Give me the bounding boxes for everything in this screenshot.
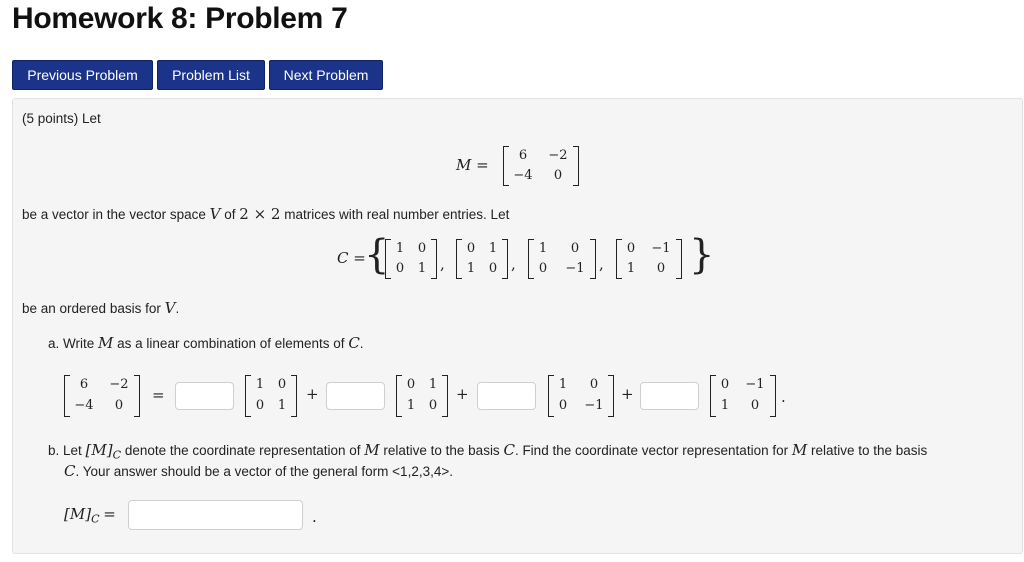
dims: 2 × 2 bbox=[239, 205, 281, 223]
matrix-cell: 1 bbox=[255, 377, 265, 392]
matrix-cell: 0 bbox=[417, 241, 427, 256]
matrix-cell: 0 bbox=[277, 377, 287, 392]
matrix-m bbox=[503, 146, 579, 186]
right-brace: } bbox=[689, 232, 715, 278]
m-symbol: M bbox=[364, 441, 380, 459]
coordinate-vector-input[interactable] bbox=[128, 500, 303, 530]
matrix-cell: 0 bbox=[114, 398, 124, 413]
comma: , bbox=[440, 255, 445, 273]
equals-sign: = bbox=[152, 386, 165, 404]
comma: , bbox=[599, 255, 604, 273]
matrix-cell: −1 bbox=[565, 261, 585, 276]
basis-text-2: . bbox=[175, 301, 180, 316]
matrix-cell: 1 bbox=[417, 261, 427, 276]
vector-space-line bbox=[22, 205, 509, 223]
matrix-cell: 0 bbox=[720, 377, 730, 392]
matrix-cell: −2 bbox=[109, 377, 129, 392]
plus-sign: + bbox=[306, 385, 319, 403]
matrix-cell: 0 bbox=[558, 398, 568, 413]
next-problem-button[interactable]: Next Problem bbox=[269, 60, 383, 90]
m-symbol: M bbox=[98, 334, 114, 352]
matrix-cell: 0 bbox=[553, 168, 563, 183]
part-b-text-4: . Find the coordinate vector representation for bbox=[514, 443, 789, 458]
matrix-cell: 1 bbox=[466, 261, 476, 276]
coefficient-input-3[interactable] bbox=[477, 382, 536, 410]
vector-space-text-2: of bbox=[224, 207, 236, 222]
matrix-cell: 6 bbox=[518, 148, 528, 163]
plus-sign: + bbox=[621, 385, 634, 403]
vector-space-text-3: matrices with real number entries. Let bbox=[284, 207, 510, 222]
bracket-m-symbol: [M] bbox=[85, 441, 113, 459]
ordered-basis-line bbox=[22, 299, 179, 317]
matrix-cell: −4 bbox=[74, 398, 94, 413]
matrix-cell: 6 bbox=[79, 377, 89, 392]
part-b-line-1 bbox=[48, 441, 927, 462]
part-b-text-5: relative to the basis bbox=[810, 443, 928, 458]
c-label: C = bbox=[337, 249, 366, 267]
part-a-text-2: as a linear combination of elements of bbox=[117, 336, 345, 351]
matrix-cell: 0 bbox=[395, 261, 405, 276]
matrix-cell: −1 bbox=[651, 241, 671, 256]
page-title: Homework 8: Problem 7 bbox=[12, 2, 348, 35]
sub-c-symbol: C bbox=[91, 512, 100, 526]
matrix-cell: 1 bbox=[488, 241, 498, 256]
bracket-right bbox=[573, 146, 579, 186]
coefficient-input-4[interactable] bbox=[640, 382, 699, 410]
matrix-cell: 1 bbox=[558, 377, 568, 392]
matrix-cell: 0 bbox=[428, 398, 438, 413]
matrix-cell: 0 bbox=[538, 261, 548, 276]
matrix-cell: 0 bbox=[255, 398, 265, 413]
bracket-right bbox=[676, 239, 682, 279]
matrix-cell: 1 bbox=[720, 398, 730, 413]
basis-matrix-2 bbox=[456, 239, 508, 279]
basis-matrix-4 bbox=[710, 375, 776, 417]
answer-label bbox=[64, 505, 116, 526]
part-b-text-1: b. Let bbox=[48, 443, 82, 458]
bracket-right bbox=[590, 239, 596, 279]
c-symbol: C bbox=[348, 334, 360, 352]
v-symbol: V bbox=[164, 299, 176, 317]
part-b-text-6: . Your answer should be a vector of the general form <1,2,3,4>. bbox=[75, 464, 453, 479]
c-symbol: C bbox=[64, 462, 76, 480]
matrix-cell: 1 bbox=[406, 398, 416, 413]
period: . bbox=[312, 508, 317, 526]
matrix-cell: 0 bbox=[750, 398, 760, 413]
problem-list-button[interactable]: Problem List bbox=[157, 60, 265, 90]
m-label: M = bbox=[456, 156, 489, 174]
plus-sign: + bbox=[456, 385, 469, 403]
part-b-line-2 bbox=[64, 462, 453, 480]
basis-matrix-3 bbox=[528, 239, 596, 279]
matrix-cell: 0 bbox=[656, 261, 666, 276]
bracket-m-symbol: [M] bbox=[64, 505, 92, 523]
matrix-cell: −2 bbox=[548, 148, 568, 163]
basis-matrix-2 bbox=[396, 375, 448, 417]
v-symbol: V bbox=[209, 205, 221, 223]
matrix-cell: 1 bbox=[395, 241, 405, 256]
basis-matrix-1 bbox=[245, 375, 297, 417]
matrix-cell: −1 bbox=[745, 377, 765, 392]
basis-text-1: be an ordered basis for bbox=[22, 301, 161, 316]
matrix-cell: 0 bbox=[570, 241, 580, 256]
c-symbol: C bbox=[503, 441, 515, 459]
part-a-text-3: . bbox=[359, 336, 364, 351]
m-symbol: M bbox=[791, 441, 808, 459]
matrix-cell: 0 bbox=[466, 241, 476, 256]
matrix-cell: −1 bbox=[584, 398, 604, 413]
matrix-cell: 1 bbox=[277, 398, 287, 413]
vector-space-text-1: be a vector in the vector space bbox=[22, 207, 206, 222]
matrix-cell: 0 bbox=[589, 377, 599, 392]
sub-c-symbol: C bbox=[112, 448, 122, 462]
previous-problem-button[interactable]: Previous Problem bbox=[12, 60, 153, 90]
matrix-cell: −4 bbox=[513, 168, 533, 183]
left-brace: { bbox=[364, 232, 390, 278]
part-a-text-1: a. Write bbox=[48, 336, 95, 351]
matrix-cell: 0 bbox=[406, 377, 416, 392]
comma: , bbox=[511, 255, 516, 273]
matrix-m-part-a bbox=[64, 375, 140, 417]
part-a-prompt bbox=[48, 334, 364, 352]
bracket-right bbox=[770, 375, 776, 417]
bracket-right bbox=[134, 375, 140, 417]
coefficient-input-1[interactable] bbox=[175, 382, 234, 410]
coefficient-input-2[interactable] bbox=[326, 382, 385, 410]
part-b-text-3: relative to the basis bbox=[383, 443, 500, 458]
basis-matrix-1 bbox=[385, 239, 437, 279]
basis-matrix-4 bbox=[616, 239, 682, 279]
problem-intro: (5 points) Let bbox=[22, 111, 101, 126]
matrix-cell: 0 bbox=[626, 241, 636, 256]
period: . bbox=[781, 388, 786, 406]
matrix-cell: 1 bbox=[538, 241, 548, 256]
basis-matrix-3 bbox=[548, 375, 614, 417]
matrix-cell: 1 bbox=[626, 261, 636, 276]
part-b-text-2: denote the coordinate representation of bbox=[124, 443, 361, 458]
equals-sign: = bbox=[103, 505, 116, 523]
matrix-cell: 0 bbox=[488, 261, 498, 276]
matrix-cell: 1 bbox=[428, 377, 438, 392]
